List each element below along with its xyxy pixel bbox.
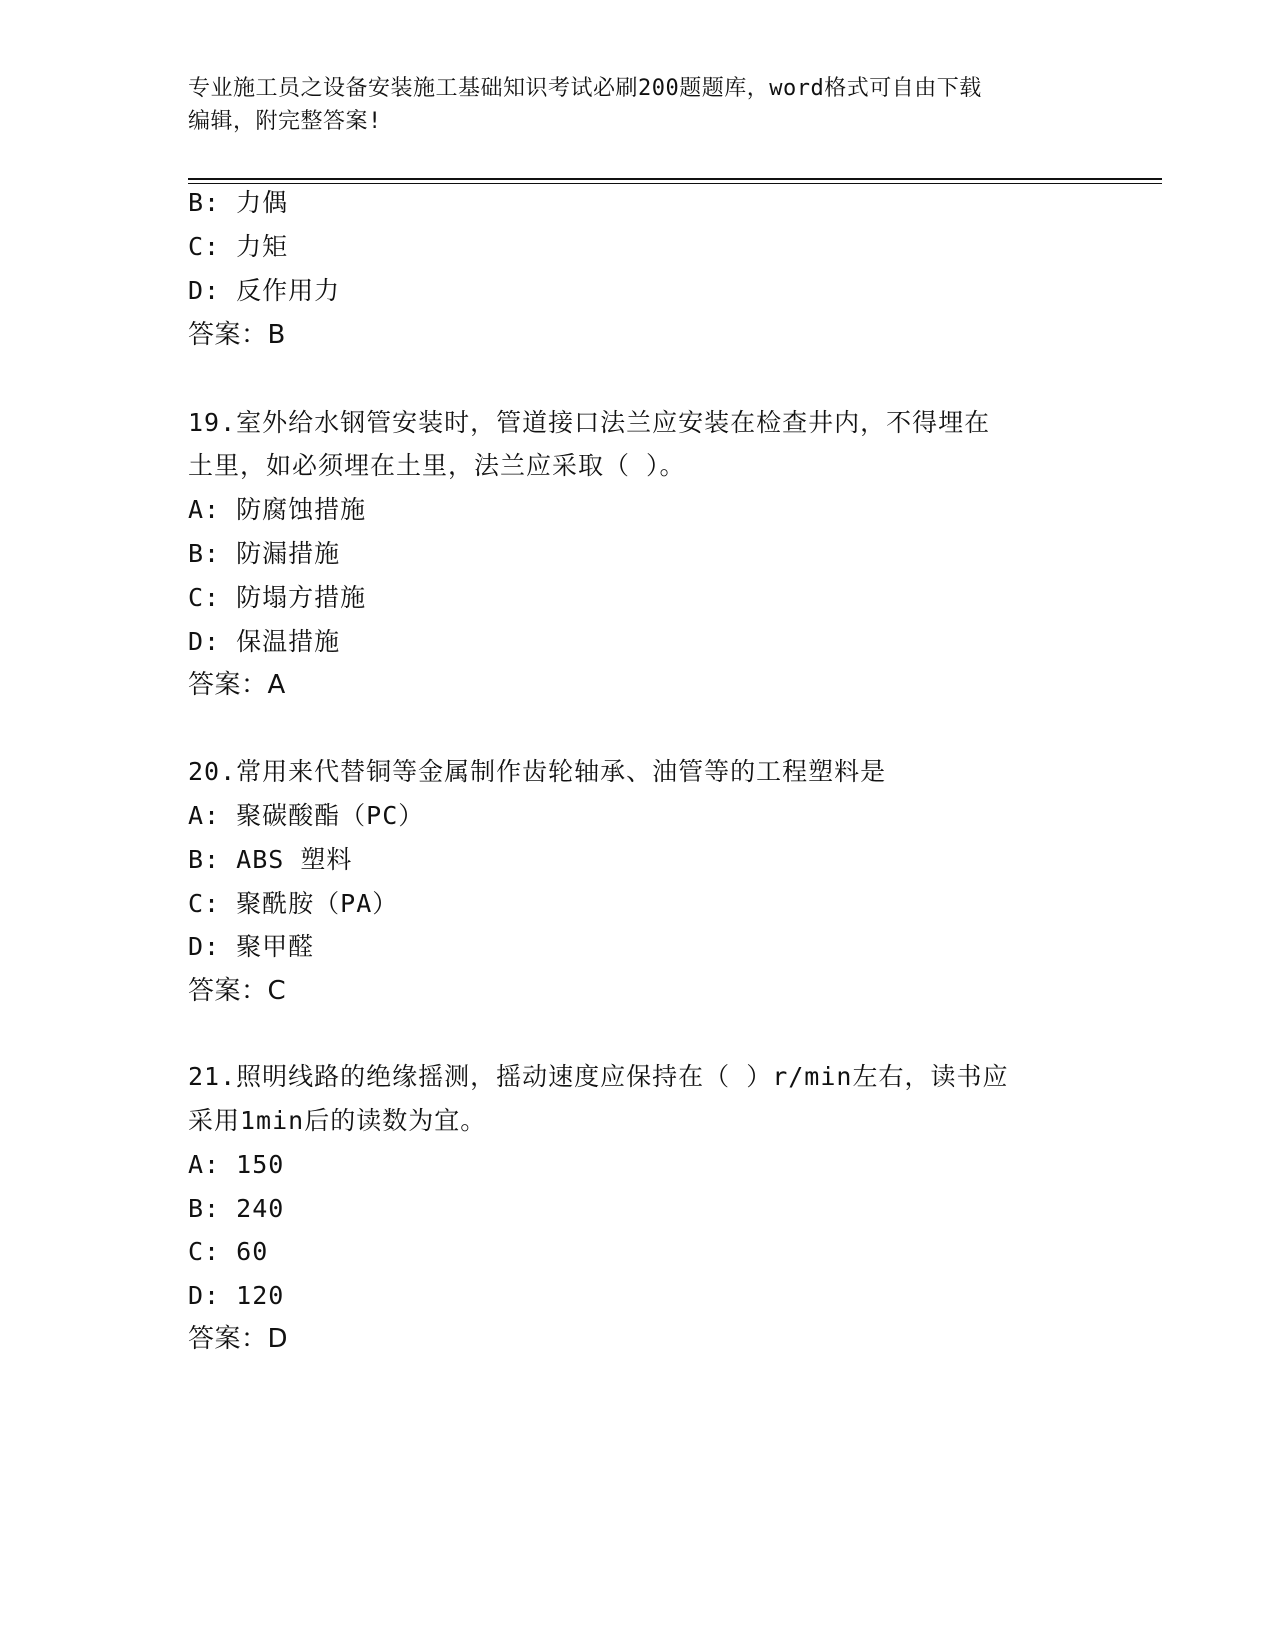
q19-answer: 答案：A xyxy=(188,670,286,700)
q21-answer: 答案：D xyxy=(188,1324,289,1354)
q21-option-c: C: 60 xyxy=(188,1237,269,1266)
document-header xyxy=(188,72,1088,138)
q19-option-b: B: 防漏措施 xyxy=(188,539,341,568)
q21-stem-line-1: 21.照明线路的绝缘摇测，摇动速度应保持在（ ）r/min左右，读书应 xyxy=(188,1062,1009,1091)
q21-stem-line-2: 采用1min后的读数为宜。 xyxy=(188,1106,487,1135)
header-divider-thick xyxy=(188,178,1162,180)
q20-option-c: C: 聚酰胺（PA） xyxy=(188,889,399,918)
header-title-line-1: 专业施工员之设备安装施工基础知识考试必刷200题题库，word格式可自由下载 xyxy=(188,76,982,101)
q18-option-b: B: 力偶 xyxy=(188,188,289,217)
q20-stem-line-1: 20.常用来代替铜等金属制作齿轮轴承、油管等的工程塑料是 xyxy=(188,757,887,786)
q20-option-a: A: 聚碳酸酯（PC） xyxy=(188,801,425,830)
q21-option-a: A: 150 xyxy=(188,1150,285,1179)
q19-option-a: A: 防腐蚀措施 xyxy=(188,495,367,524)
header-divider-thin xyxy=(188,183,1162,184)
q21-option-b: B: 240 xyxy=(188,1194,285,1223)
q20-option-d: D: 聚甲醛 xyxy=(188,932,315,961)
q19-option-c: C: 防塌方措施 xyxy=(188,583,367,612)
q18-option-d: D: 反作用力 xyxy=(188,276,341,305)
q18-answer: 答案：B xyxy=(188,320,286,350)
q20-option-b: B: ABS 塑料 xyxy=(188,845,353,874)
q19-stem-line-2: 土里，如必须埋在土里，法兰应采取（ ）。 xyxy=(188,451,686,480)
q20-answer: 答案：C xyxy=(188,976,287,1006)
q19-option-d: D: 保温措施 xyxy=(188,627,341,656)
header-title-line-2: 编辑，附完整答案! xyxy=(188,109,382,134)
q19-stem-line-1: 19.室外给水钢管安装时，管道接口法兰应安装在检查井内，不得埋在 xyxy=(188,408,991,437)
q18-option-c: C: 力矩 xyxy=(188,232,289,261)
q21-option-d: D: 120 xyxy=(188,1281,285,1310)
